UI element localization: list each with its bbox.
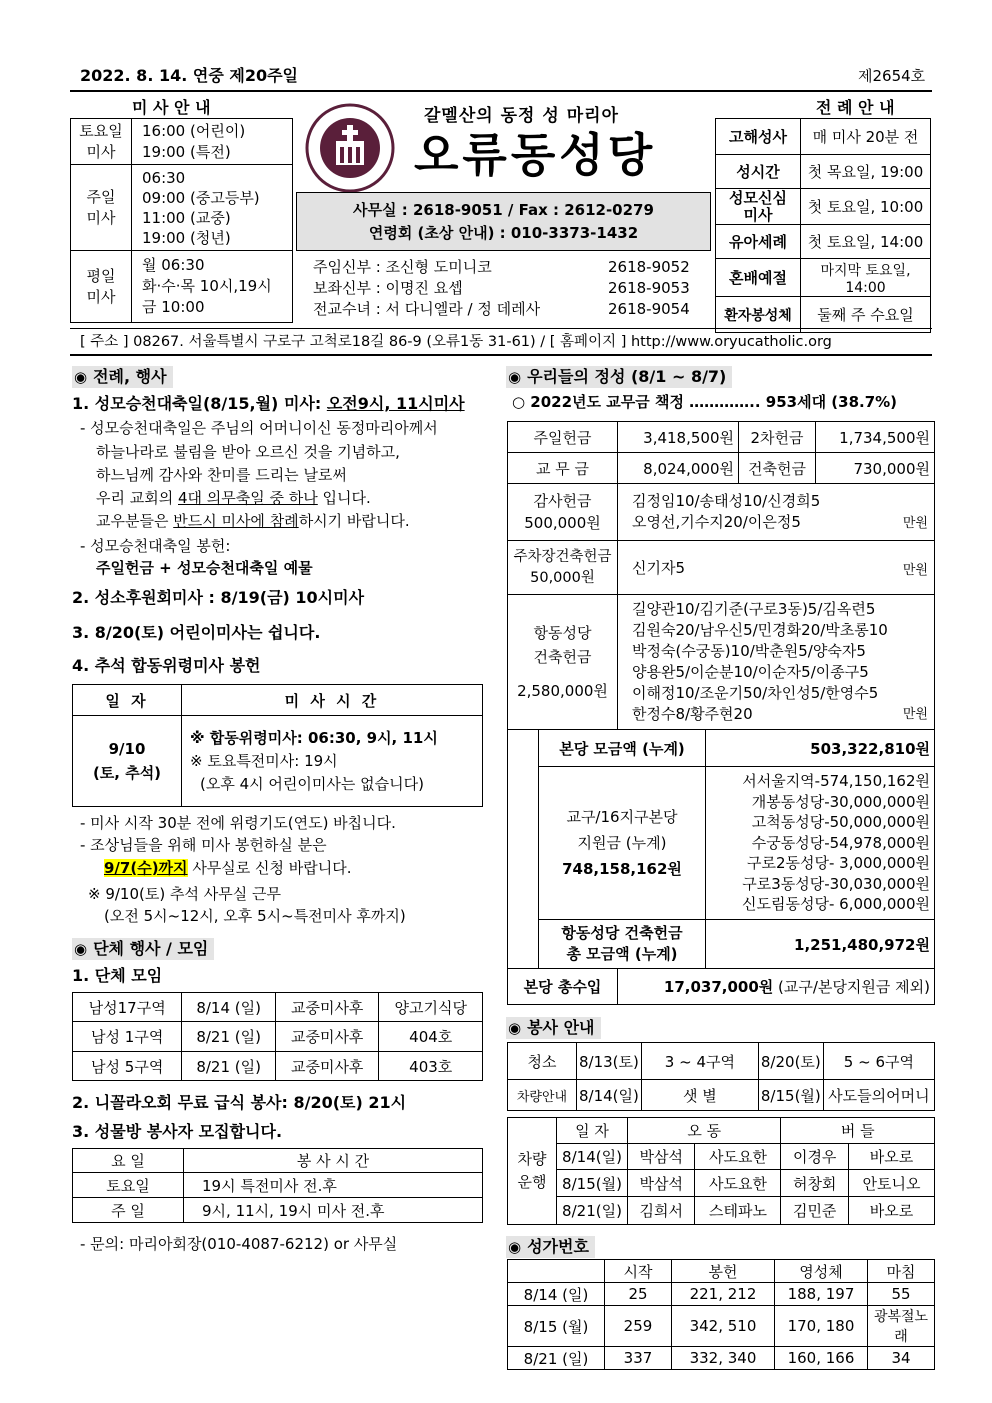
total-income-table — [507, 968, 935, 1005]
table-cell: 차량안내 — [508, 1080, 577, 1111]
staff-sisters-phone: 2618-9054 — [608, 300, 690, 318]
table-cell: 일 자 — [557, 1118, 628, 1144]
staff-pastor-phone: 2618-9052 — [608, 258, 690, 276]
table-cell: 이경우 — [781, 1144, 848, 1170]
section-group-events: ◉ 단체 행사 / 모임 — [72, 938, 214, 960]
liturgy-key: 유아세례 — [716, 225, 801, 259]
table-cell: 9시, 11시, 19시 미사 전.후 — [184, 1198, 483, 1223]
support-list: 서서울지역-574,150,162원 개봉동성당-30,000,000원 고척동성당-50,000,000원 수궁동성당-54,978,000원 구로2동성당- 3,000,000원 구로3동성당-30,030,000원 신도림동성당- 6,000,000원 — [706, 767, 935, 920]
liturgy-value: 마지막 토요일, 14:00 — [801, 259, 931, 297]
table-cell: 2차헌금 — [739, 422, 816, 453]
memorial-note: - 조상님들을 위해 미사 봉헌하실 분은 — [80, 836, 327, 854]
thanks-offering-names: 김정임10/송태성10/신경희5 오영선,기수지20/이은정5 만원 — [618, 484, 935, 541]
section-offerings: ◉ 우리들의 정성 (8/1 ~ 8/7) — [506, 366, 732, 388]
hangdong-offering-names: 길양관10/김기준(구로3동)5/김옥련5 김원숙20/남우신5/민경화20/박초롱10 박정숙(수궁동)10/박춘원5/양숙자5 양용완5/이순분10/이순자5/이종구5 이해정10/조운기50/차인성5/한영수5 한정수8/황주현20 만원 — [618, 595, 935, 730]
event-item-1-offering-label: - 성모승천대축일 봉헌: — [80, 537, 231, 555]
table-cell: 마침 — [868, 1260, 935, 1283]
memorial-note: 9/7(수)까지 사무실로 신청 바랍니다. — [104, 859, 352, 877]
funeral-phone-line: 연령회 (초상 안내) : 010-3373-1432 — [368, 224, 639, 242]
table-cell: 스테파노 — [695, 1197, 781, 1225]
table-cell: 오 동 — [628, 1118, 781, 1144]
mass-times-sunday: 06:30 09:00 (중고등부) 11:00 (교중) 19:00 (청년) — [132, 165, 293, 251]
table-cell: 김희서 — [628, 1197, 695, 1225]
bullet-icon: ◉ — [74, 940, 88, 958]
office-contact-box — [296, 192, 711, 251]
staff-assistant-phone: 2618-9053 — [608, 279, 690, 297]
memorial-note: - 미사 시작 30분 전에 위령기도(연도) 바칩니다. — [80, 814, 396, 832]
table-cell: 남성 5구역 — [73, 1052, 182, 1081]
table-cell: 바오로 — [848, 1144, 934, 1170]
table-cell: 봉헌 — [672, 1260, 775, 1283]
thanks-offering-label: 감사헌금 500,000원 — [508, 484, 618, 541]
table-cell: 샛 별 — [641, 1080, 758, 1111]
table-cell: 남성17구역 — [73, 993, 182, 1022]
mass-label-sunday: 주일 미사 — [71, 165, 132, 251]
table-cell: 8/14 (일) — [508, 1283, 605, 1306]
event-item-4: 4. 추석 합동위령미사 봉헌 — [72, 656, 261, 675]
mass-label-weekday: 평일 미사 — [71, 251, 132, 323]
table-cell: 김민준 — [781, 1197, 848, 1225]
group-meetings-table — [72, 992, 483, 1081]
building-fund-table — [538, 729, 935, 969]
liturgy-key: 환자봉성체 — [716, 297, 801, 333]
liturgy-table — [715, 118, 931, 333]
table-cell: 17,037,000원 (교구/본당지원금 제외) — [618, 969, 935, 1005]
mass-info-title: 미 사 안 내 — [132, 98, 211, 117]
contact-note: - 문의: 마리아회장(010-4087-6212) or 사무실 — [80, 1235, 398, 1253]
memorial-date: 9/10 (토, 추석) — [73, 716, 182, 807]
table-cell: 404호 — [379, 1022, 483, 1052]
event-item-1-text: 교우분들은 반드시 미사에 참례하시기 바랍니다. — [96, 512, 410, 530]
table-cell: 안토니오 — [848, 1170, 934, 1197]
event-item-1-text: 우리 교회의 4대 의무축일 중 하나 입니다. — [96, 489, 371, 507]
parking-offering-label: 주차장건축헌금 50,000원 — [508, 541, 618, 595]
office-phone-line: 사무실 : 2618-9051 / Fax : 2612-0279 — [353, 201, 654, 219]
liturgy-value: 둘째 주 수요일 — [801, 297, 931, 333]
memorial-header-date: 일 자 — [73, 685, 182, 716]
mass-schedule-table — [70, 118, 293, 323]
table-cell: 259 — [605, 1306, 672, 1347]
group-meetings-title: 1. 단체 모임 — [72, 966, 163, 985]
bullet-icon: ◉ — [508, 1019, 522, 1037]
table-cell: 3,418,500원 — [618, 422, 739, 453]
driving-table — [507, 1117, 935, 1225]
table-cell: 8/21 (일) — [182, 1052, 276, 1081]
table-cell: 8,024,000원 — [618, 453, 739, 484]
table-cell: 영성체 — [775, 1260, 868, 1283]
table-cell: 주 일 — [73, 1198, 184, 1223]
liturgy-value: 매 미사 20분 전 — [801, 119, 931, 155]
bullet-icon: ◉ — [74, 368, 88, 386]
address-line: [ 주소 ] 08267. 서울특별시 구로구 고척로18길 86-9 (오류1동 31-61) / [ 홈페이지 ] http://www.oryucatholic.org — [80, 334, 832, 350]
event-item-1-text: - 성모승천대축일은 주님의 어머니이신 동정마리아께서 — [80, 419, 438, 437]
table-cell: 5 ~ 6구역 — [823, 1043, 934, 1080]
staff-pastor: 주임신부 : 조신형 도미니코 — [313, 258, 492, 276]
table-cell: 건축헌금 — [739, 453, 816, 484]
table-cell: 본당 총수입 — [508, 969, 618, 1005]
table-cell: 221, 212 — [672, 1283, 775, 1306]
section-liturgy-events: ◉ 전례, 행사 — [72, 366, 173, 388]
parish-name: 오류동성당 — [414, 128, 657, 182]
shop-volunteer-table — [72, 1148, 483, 1223]
table-cell — [508, 1260, 605, 1283]
event-item-2: 2. 성소후원회미사 : 8/19(금) 10시미사 — [72, 588, 365, 607]
liturgy-key: 고해성사 — [716, 119, 801, 155]
hangdong-total-label: 항동성당 건축헌금 총 모금액 (누계) — [539, 920, 706, 969]
mass-times-saturday: 16:00 (어린이) 19:00 (특전) — [132, 119, 293, 165]
mass-label-saturday: 토요일 미사 — [71, 119, 132, 165]
table-cell: 8/15(월) — [557, 1170, 628, 1197]
table-cell: 55 — [868, 1283, 935, 1306]
service-table — [507, 1042, 935, 1111]
bullet-icon: ◉ — [508, 1238, 522, 1256]
table-cell: 342, 510 — [672, 1306, 775, 1347]
table-cell: 양고기식당 — [379, 993, 483, 1022]
offerings-table — [507, 421, 935, 730]
table-cell: 사도요한 — [695, 1170, 781, 1197]
table-cell: 교중미사후 — [275, 993, 379, 1022]
table-cell: 170, 180 — [775, 1306, 868, 1347]
event-item-1-text: 하늘나라로 불림을 받아 오르신 것을 기념하고, — [96, 443, 400, 461]
staff-sisters: 전교수녀 : 서 다니엘라 / 정 데레사 — [313, 300, 541, 318]
table-cell: 요 일 — [73, 1149, 184, 1173]
parish-seal-logo — [305, 103, 395, 193]
issue-number: 제2654호 — [858, 67, 926, 85]
table-cell: 1,734,500원 — [816, 422, 935, 453]
table-cell: 25 — [605, 1283, 672, 1306]
office-hours-note: (오전 5시~12시, 오후 5시~특전미사 후까지) — [104, 907, 406, 925]
table-cell: 3 ~ 4구역 — [641, 1043, 758, 1080]
table-cell: 188, 197 — [775, 1283, 868, 1306]
table-cell: 8/20(토) — [758, 1043, 823, 1080]
parking-offering-names: 신기자5 만원 — [618, 541, 935, 595]
bullet-icon: ◉ — [508, 368, 522, 386]
parish-subtitle: 갈멜산의 동정 성 마리아 — [424, 106, 619, 126]
event-item-1: 1. 성모승천대축일(8/15,월) 미사: 오전9시, 11시미사 — [72, 394, 465, 413]
table-cell: 332, 340 — [672, 1347, 775, 1370]
table-cell: 청소 — [508, 1043, 577, 1080]
table-cell: 8/21 (일) — [508, 1347, 605, 1370]
group-item-3: 3. 성물방 봉사자 모집합니다. — [72, 1122, 283, 1141]
driving-label: 차량 운행 — [508, 1118, 557, 1225]
liturgy-key: 혼배예절 — [716, 259, 801, 297]
liturgy-value: 첫 목요일, 19:00 — [801, 155, 931, 189]
table-cell: 사도요한 — [695, 1144, 781, 1170]
table-cell: 사도들의어머니 — [823, 1080, 934, 1111]
section-service: ◉ 봉사 안내 — [506, 1017, 601, 1039]
table-cell: 8/14(일) — [557, 1144, 628, 1170]
liturgy-info-title: 전 례 안 내 — [816, 98, 895, 117]
memorial-mass-table — [72, 684, 483, 807]
hymn-table — [507, 1259, 935, 1370]
table-cell: 8/21(일) — [557, 1197, 628, 1225]
event-item-3: 3. 8/20(토) 어린이미사는 쉽니다. — [72, 623, 321, 642]
liturgy-value: 첫 토요일, 14:00 — [801, 225, 931, 259]
table-cell: 바오로 — [848, 1197, 934, 1225]
liturgy-key: 성모신심 미사 — [716, 189, 801, 225]
table-cell: 광복절노래 — [868, 1306, 935, 1347]
table-cell: 교중미사후 — [275, 1022, 379, 1052]
table-cell: 주일헌금 — [508, 422, 618, 453]
table-cell: 8/15(월) — [758, 1080, 823, 1111]
table-cell: 34 — [868, 1347, 935, 1370]
section-hymns: ◉ 성가번호 — [506, 1236, 595, 1258]
table-cell: 허창회 — [781, 1170, 848, 1197]
deadline-highlight: 9/7(수)까지 — [104, 859, 188, 877]
table-cell: 교 무 금 — [508, 453, 618, 484]
support-label: 교구/16지구본당 지원금 (누계) 748,158,162원 — [539, 767, 706, 920]
table-cell: 19시 특전미사 전.후 — [184, 1173, 483, 1198]
hangdong-offering-label: 항동성당 건축헌금 2,580,000원 — [508, 595, 618, 730]
table-cell: 503,322,810원 — [706, 730, 935, 767]
liturgy-key: 성시간 — [716, 155, 801, 189]
memorial-times: ※ 합동위령미사: 06:30, 9시, 11시 ※ 토요특전미사: 19시 (오후 4시 어린이미사는 없습니다) — [182, 716, 483, 807]
group-item-2: 2. 니꼴라오회 무료 급식 봉사: 8/20(토) 21시 — [72, 1093, 407, 1112]
staff-assistant: 보좌신부 : 이명진 요셉 — [313, 279, 463, 297]
hangdong-total-value: 1,251,480,972원 — [706, 920, 935, 969]
table-cell: 교중미사후 — [275, 1052, 379, 1081]
table-cell: 8/13(토) — [577, 1043, 642, 1080]
table-cell: 본당 모금액 (누계) — [539, 730, 706, 767]
table-cell: 박삼석 — [628, 1170, 695, 1197]
table-cell: 8/15 (월) — [508, 1306, 605, 1347]
table-cell: 남성 1구역 — [73, 1022, 182, 1052]
office-hours-note: ※ 9/10(토) 추석 사무실 근무 — [88, 885, 281, 903]
table-cell: 8/14(일) — [577, 1080, 642, 1111]
table-cell: 730,000원 — [816, 453, 935, 484]
mass-times-weekday: 월 06:30 화·수·목 10시,19시 금 10:00 — [132, 251, 293, 323]
table-cell: 403호 — [379, 1052, 483, 1081]
table-cell: 160, 166 — [775, 1347, 868, 1370]
table-cell: 8/14 (일) — [182, 993, 276, 1022]
table-cell: 박삼석 — [628, 1144, 695, 1170]
table-cell: 토요일 — [73, 1173, 184, 1198]
event-item-1-text: 하느님께 감사와 찬미를 드리는 날로써 — [96, 466, 347, 484]
table-cell: 337 — [605, 1347, 672, 1370]
budget-line: ○ 2022년도 교무금 책정 ………….. 953세대 (38.7%) — [512, 393, 898, 411]
event-item-1-offering: 주일헌금 + 성모승천대축일 예물 — [96, 559, 313, 577]
table-cell: 봉 사 시 간 — [184, 1149, 483, 1173]
bulletin-date: 2022. 8. 14. 연중 제20주일 — [80, 66, 298, 85]
memorial-header-time: 미 사 시 간 — [182, 685, 483, 716]
table-cell: 버 들 — [781, 1118, 935, 1144]
table-cell: 8/21 (일) — [182, 1022, 276, 1052]
liturgy-value: 첫 토요일, 10:00 — [801, 189, 931, 225]
table-cell: 시작 — [605, 1260, 672, 1283]
